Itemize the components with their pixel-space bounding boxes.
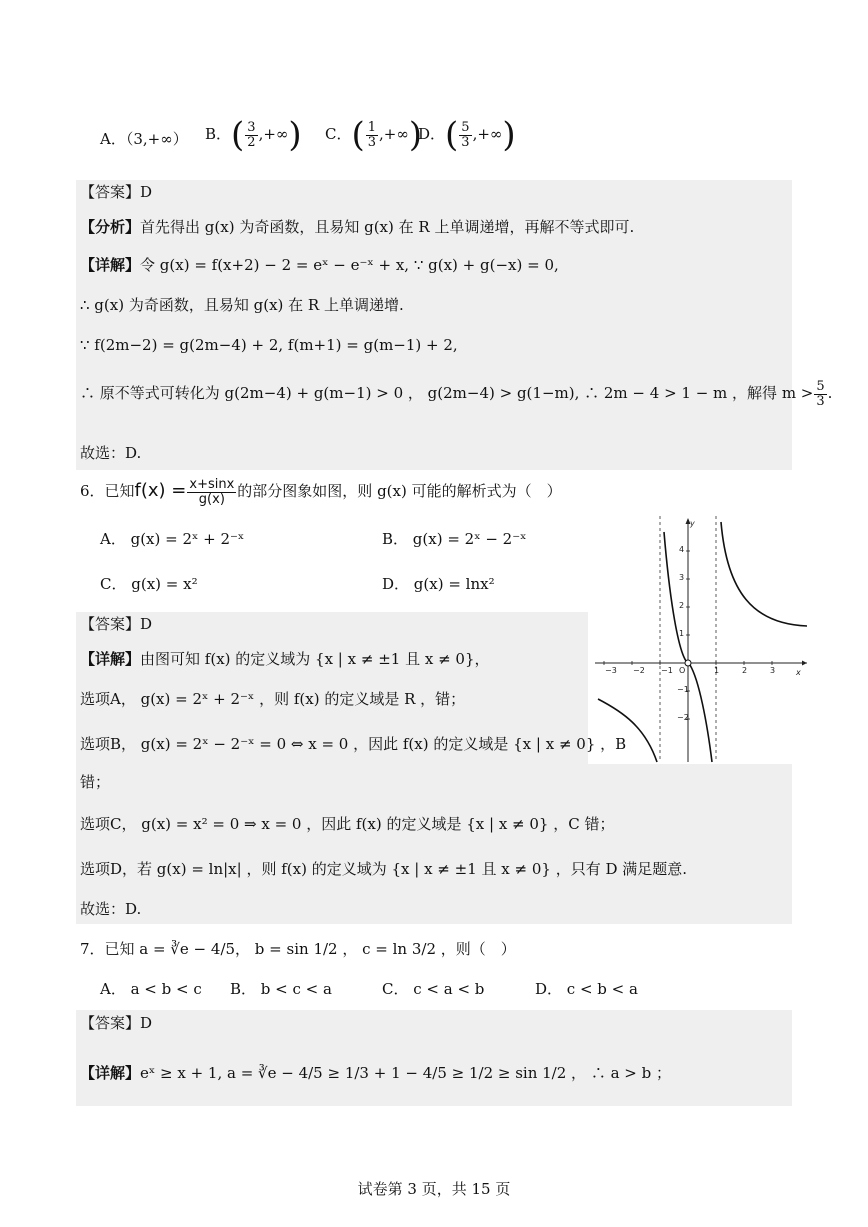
y-tick-label: −1	[677, 685, 689, 694]
q5-detail-2: ∴ g(x) 为奇函数，且易知 g(x) 在 R 上单调递增.	[80, 296, 404, 314]
q7-option-a: A． a < b < c	[100, 980, 202, 998]
q7-detail-1	[80, 1064, 671, 1082]
q6-detail-4: 选项C， g(x) = x² = 0 ⇒ x = 0 ，因此 f(x) 的定义域是 {x | x ≠ 0} ，C 错；	[80, 815, 615, 833]
stem-f: f(x) =	[134, 480, 187, 502]
q7-answer: 【答案】D	[80, 1014, 153, 1032]
q5-detail-1	[80, 256, 559, 274]
q7-answer-box	[76, 1010, 792, 1106]
q6-option-a: A． g(x) = 2ˣ + 2⁻ˣ	[100, 530, 245, 548]
q5-analysis	[80, 218, 634, 236]
y-tick-label: −2	[677, 713, 689, 722]
q7-option-c: C． c < a < b	[382, 980, 485, 998]
q5-detail-3: ∵ f(2m−2) = g(2m−4) + 2, f(m+1) = g(m−1) + 2,	[80, 336, 458, 354]
q6-detail-1	[80, 650, 490, 668]
frac-num: 1	[367, 119, 377, 135]
q5-option-d: D．( $\frac{5}{3}$ ,+∞)	[418, 115, 516, 155]
q6-option-c: C． g(x) = x²	[100, 575, 198, 593]
q5-option-b: B．( $\frac{3}{2}$ ,+∞)	[205, 115, 302, 155]
hole-at-origin	[685, 660, 691, 666]
frac-num: 5	[816, 379, 825, 394]
detail-text: eˣ ≥ x + 1, a = ∛e − 4/5 ≥ 1/3 + 1 − 4/5 ≥ 1/2 ≥ sin 1/2 ， ∴ a > b ；	[140, 1064, 671, 1082]
x-axis-label: x	[796, 668, 801, 677]
q6-detail-3b: 错；	[80, 773, 111, 791]
q5-conclusion: 故选：D.	[80, 444, 142, 462]
q5-answer: 【答案】D	[80, 183, 153, 201]
x-tick-label: 2	[742, 666, 748, 675]
option-tail: ,+∞	[258, 125, 289, 143]
frac-num: x+sinx	[189, 477, 235, 492]
q6-stem	[80, 478, 562, 506]
detail-end: .	[827, 384, 833, 403]
option-label: B．	[205, 125, 232, 143]
frac-num: 5	[461, 119, 470, 135]
x-tick-label: 3	[770, 666, 776, 675]
q7-stem: 7．已知 a = ∛e − 4/5， b = sin 1/2 ， c = ln 3/2 ，则（ ）	[80, 940, 516, 958]
q7-option-d: D． c < b < a	[535, 980, 638, 998]
q5-detail-4	[80, 380, 832, 408]
function-graph	[593, 512, 811, 764]
q6-conclusion: 故选：D.	[80, 900, 142, 918]
y-tick-label: 1	[679, 629, 685, 638]
y-tick-label: 3	[679, 573, 685, 582]
option-label: C．	[325, 125, 352, 143]
x-tick-label: −3	[605, 666, 617, 675]
frac-den: g(x)	[198, 491, 225, 507]
detail-tag: 【详解】	[80, 256, 141, 274]
detail-text: 由图可知 f(x) 的定义域为 {x | x ≠ ±1 且 x ≠ 0}，	[140, 650, 490, 668]
frac-den: 3	[461, 134, 470, 150]
y-tick-label: 2	[679, 601, 685, 610]
q6-option-b: B． g(x) = 2ˣ − 2⁻ˣ	[382, 530, 527, 548]
q6-detail-3: 选项B， g(x) = 2ˣ − 2⁻ˣ = 0 ⇔ x = 0 ，因此 f(x) 的定义域是 {x | x ≠ 0} ，B	[80, 735, 627, 753]
curve-right	[721, 522, 807, 626]
stem-post: 的部分图象如图，则 g(x) 可能的解析式为（ ）	[237, 482, 562, 501]
detail-text: 令 g(x) = f(x+2) − 2 = eˣ − e⁻ˣ + x, ∵ g(x) + g(−x) = 0,	[140, 256, 559, 274]
frac-den: 2	[247, 134, 256, 150]
origin-label: O	[679, 666, 686, 675]
x-tick-label: −1	[661, 666, 673, 675]
analysis-text: 首先得出 g(x) 为奇函数，且易知 g(x) 在 R 上单调递增，再解不等式即可.	[140, 218, 635, 236]
q6-answer: 【答案】D	[80, 615, 153, 633]
frac-num: 3	[247, 119, 256, 135]
x-tick-label: −2	[633, 666, 645, 675]
q6-detail-5: 选项D，若 g(x) = ln|x| ，则 f(x) 的定义域为 {x | x ≠ ±1 且 x ≠ 0} ，只有 D 满足题意.	[80, 860, 688, 878]
x-tick-label: 1	[714, 666, 720, 675]
frac-den: 3	[367, 134, 377, 150]
detail-tag: 【详解】	[80, 650, 141, 668]
option-tail: ,+∞	[379, 125, 409, 143]
detail-text: ∴ 原不等式可转化为 g(2m−4) + g(m−1) > 0 ， g(2m−4) > g(1−m), ∴ 2m − 4 > 1 − m ，解得 m >	[80, 384, 814, 403]
analysis-tag: 【分析】	[80, 218, 141, 236]
option-label: D．	[418, 125, 446, 143]
y-tick-label: 4	[679, 545, 685, 554]
q6-option-d: D． g(x) = lnx²	[382, 575, 495, 593]
curve-middle-lower	[690, 665, 712, 762]
page-footer: 试卷第 3 页，共 15 页	[357, 1180, 511, 1198]
frac-den: 3	[816, 393, 825, 409]
q6-answer-box-lower	[76, 764, 792, 924]
q7-option-b: B． b < c < a	[230, 980, 332, 998]
stem-pre: 6．已知	[80, 482, 135, 501]
q6-detail-2: 选项A， g(x) = 2ˣ + 2⁻ˣ ，则 f(x) 的定义域是 R ，错；	[80, 690, 466, 708]
q5-option-a: A．（3,+∞）	[100, 130, 188, 148]
detail-tag: 【详解】	[80, 1064, 141, 1082]
y-axis-label: y	[690, 519, 695, 528]
q5-option-c: C．( $\frac{1}{3}$ ,+∞)	[325, 115, 423, 155]
option-tail: ,+∞	[472, 125, 503, 143]
